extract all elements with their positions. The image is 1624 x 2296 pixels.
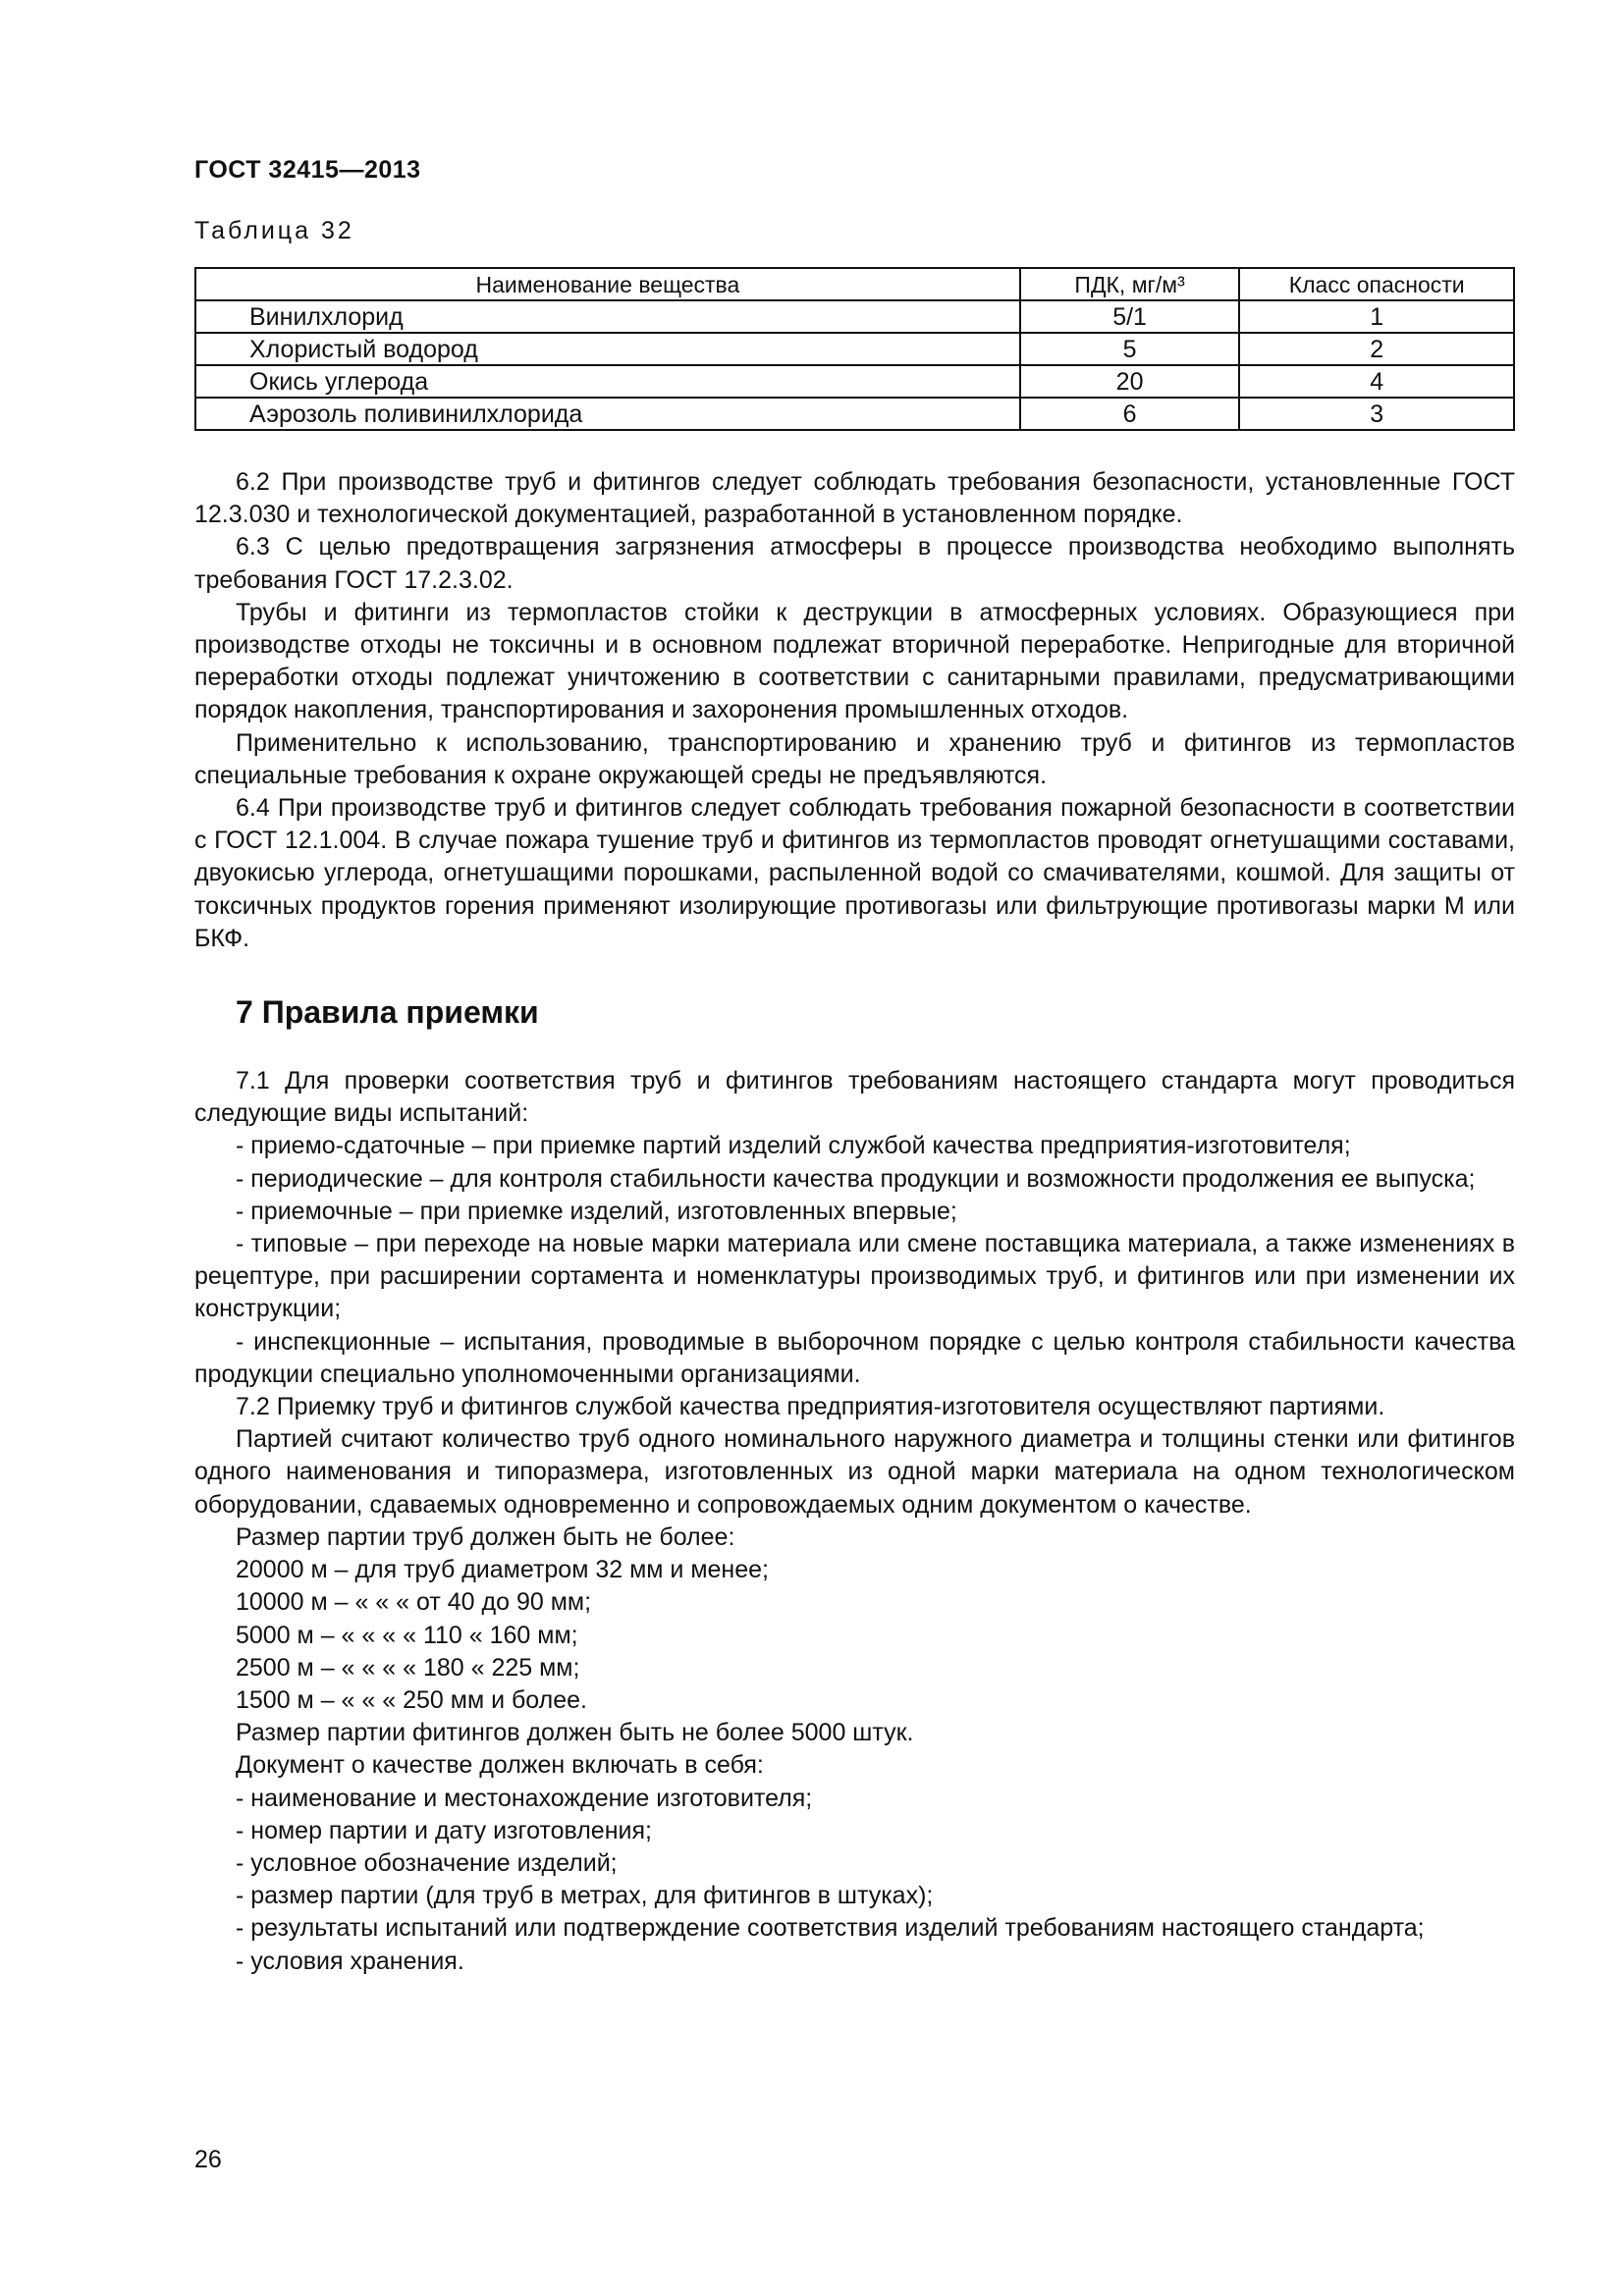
list-item: - результаты испытаний или подтверждение соответствия изделий требованиям настоящего стандарта;: [236, 1914, 1425, 1943]
list-item: - условное обозначение изделий;: [236, 1848, 618, 1877]
list-item: 5000 м – « « « « 110 « 160 мм;: [236, 1621, 578, 1649]
paragraph: 6.4 При производстве труб и фитингов следует соблюдать требования пожарной безопасности в соответствии с ГОСТ 12.1.004. В случае пожара тушение труб и фитингов из термопластов проводят огнетушащими составами, двуокисью углерода, огнетушащими порошками, распыленной водой со смачивателями, кошмой. Для защиты от токсичных продуктов горения применяют изолирующие противогазы или фильтрующие противогазы марки М или БКФ.: [194, 794, 1515, 952]
list-item: - приемочные – при приемке изделий, изготовленных впервые;: [236, 1197, 957, 1225]
substance-name: Хлористый водород: [195, 333, 1020, 365]
list-item: - приемо-сдаточные – при приемке партий изделий службой качества предприятия-изготовителя;: [236, 1132, 1351, 1160]
list-item: - наименование и местонахождение изготовителя;: [236, 1784, 813, 1812]
list-item: 2500 м – « « « « 180 « 225 мм;: [236, 1653, 580, 1682]
paragraph: 6.3 С целью предотвращения загрязнения атмосферы в процессе производства необходимо выполнять требования ГОСТ 17.2.3.02.: [194, 533, 1515, 594]
document-page: [194, 153, 1515, 1978]
list-item: - размер партии (для труб в метрах, для фитингов в штуках);: [236, 1882, 934, 1910]
paragraph: Трубы и фитинги из термопластов стойки к деструкции в атмосферных условиях. Образующиеся при производстве отходы не токсичны и в основном подлежат вторичной переработке. Непригодные для вторичной переработки отходы подлежат уничтожению в соответствии с санитарными правилами, предусматривающими порядок накопления, транспортирования и захоронения промышленных отходов.: [194, 598, 1515, 724]
table-row: [195, 365, 1514, 398]
list-item: 1500 м – « « « 250 мм и более.: [236, 1685, 587, 1714]
list-item: - условия хранения.: [236, 1947, 464, 1975]
body-text-after: [194, 1065, 1515, 1978]
column-header: ПДК, мг/м³: [1020, 268, 1240, 300]
paragraph: 7.1 Для проверки соответствия труб и фитингов требованиям настоящего стандарта могут проводиться следующие виды испытаний:: [194, 1067, 1515, 1128]
paragraph: Размер партии труб должен быть не более:: [236, 1522, 735, 1551]
mac-value: 20: [1020, 365, 1240, 398]
table-caption: Таблица 32: [194, 217, 354, 244]
paragraph: Партией считают количество труб одного номинального наружного диаметра и толщины стенки или фитингов одного наименования и типоразмера, изготовленных из одной марки материала на одном технологическом оборудовании, сдаваемых одновременно и сопровождаемых одним документом о качестве.: [194, 1425, 1515, 1519]
list-item: 20000 м – для труб диаметром 32 мм и менее;: [236, 1556, 769, 1584]
substance-name: Аэрозоль поливинилхлорида: [195, 398, 1020, 430]
substances-table: [194, 267, 1515, 431]
paragraph: Документ о качестве должен включать в себя:: [236, 1751, 764, 1780]
substance-name: Винилхлорид: [195, 300, 1020, 333]
paragraph: 6.2 При производстве труб и фитингов следует соблюдать требования безопасности, установленные ГОСТ 12.3.030 и технологической документацией, разработанной в установленном порядке.: [194, 468, 1515, 529]
list-item: - периодические – для контроля стабильности качества продукции и возможности продолжения ее выпуска;: [236, 1164, 1476, 1193]
doc-code-header: ГОСТ 32415—2013: [194, 156, 421, 184]
hazard-class: 3: [1239, 398, 1514, 430]
mac-value: 5: [1020, 333, 1240, 365]
table-row: [195, 398, 1514, 430]
hazard-class: 2: [1239, 333, 1514, 365]
column-header: Наименование вещества: [195, 268, 1020, 300]
list-item: 10000 м – « « « от 40 до 90 мм;: [236, 1588, 592, 1617]
paragraph: Размер партии фитингов должен быть не более 5000 штук.: [236, 1719, 914, 1747]
table-row: [195, 333, 1514, 365]
column-header: Класс опасности: [1239, 268, 1514, 300]
hazard-class: 4: [1239, 365, 1514, 398]
paragraph: 7.2 Приемку труб и фитингов службой качества предприятия-изготовителя осуществляют партиями.: [236, 1393, 1385, 1421]
paragraph: Применительно к использованию, транспортированию и хранению труб и фитингов из термопластов специальные требования к охране окружающей среды не предъявляются.: [194, 728, 1515, 789]
list-item: - типовые – при переходе на новые марки материала или смене поставщика материала, а также изменениях в рецептуре, при расширении сортамента и номенклатуры производимых труб, и фитингов или при изменении их конструкции;: [194, 1230, 1515, 1323]
list-item: - инспекционные – испытания, проводимые в выборочном порядке с целью контроля стабильности качества продукции специально уполномоченными организациями.: [194, 1327, 1515, 1388]
section-title: 7 Правила приемки: [236, 994, 539, 1031]
substance-name: Окись углерода: [195, 365, 1020, 398]
table-row: [195, 300, 1514, 333]
list-item: - номер партии и дату изготовления;: [236, 1816, 652, 1844]
table-header-row: [195, 268, 1514, 300]
page-number: 26: [194, 2146, 222, 2173]
body-text-before: [194, 466, 1515, 955]
mac-value: 6: [1020, 398, 1240, 430]
hazard-class: 1: [1239, 300, 1514, 333]
mac-value: 5/1: [1020, 300, 1240, 333]
